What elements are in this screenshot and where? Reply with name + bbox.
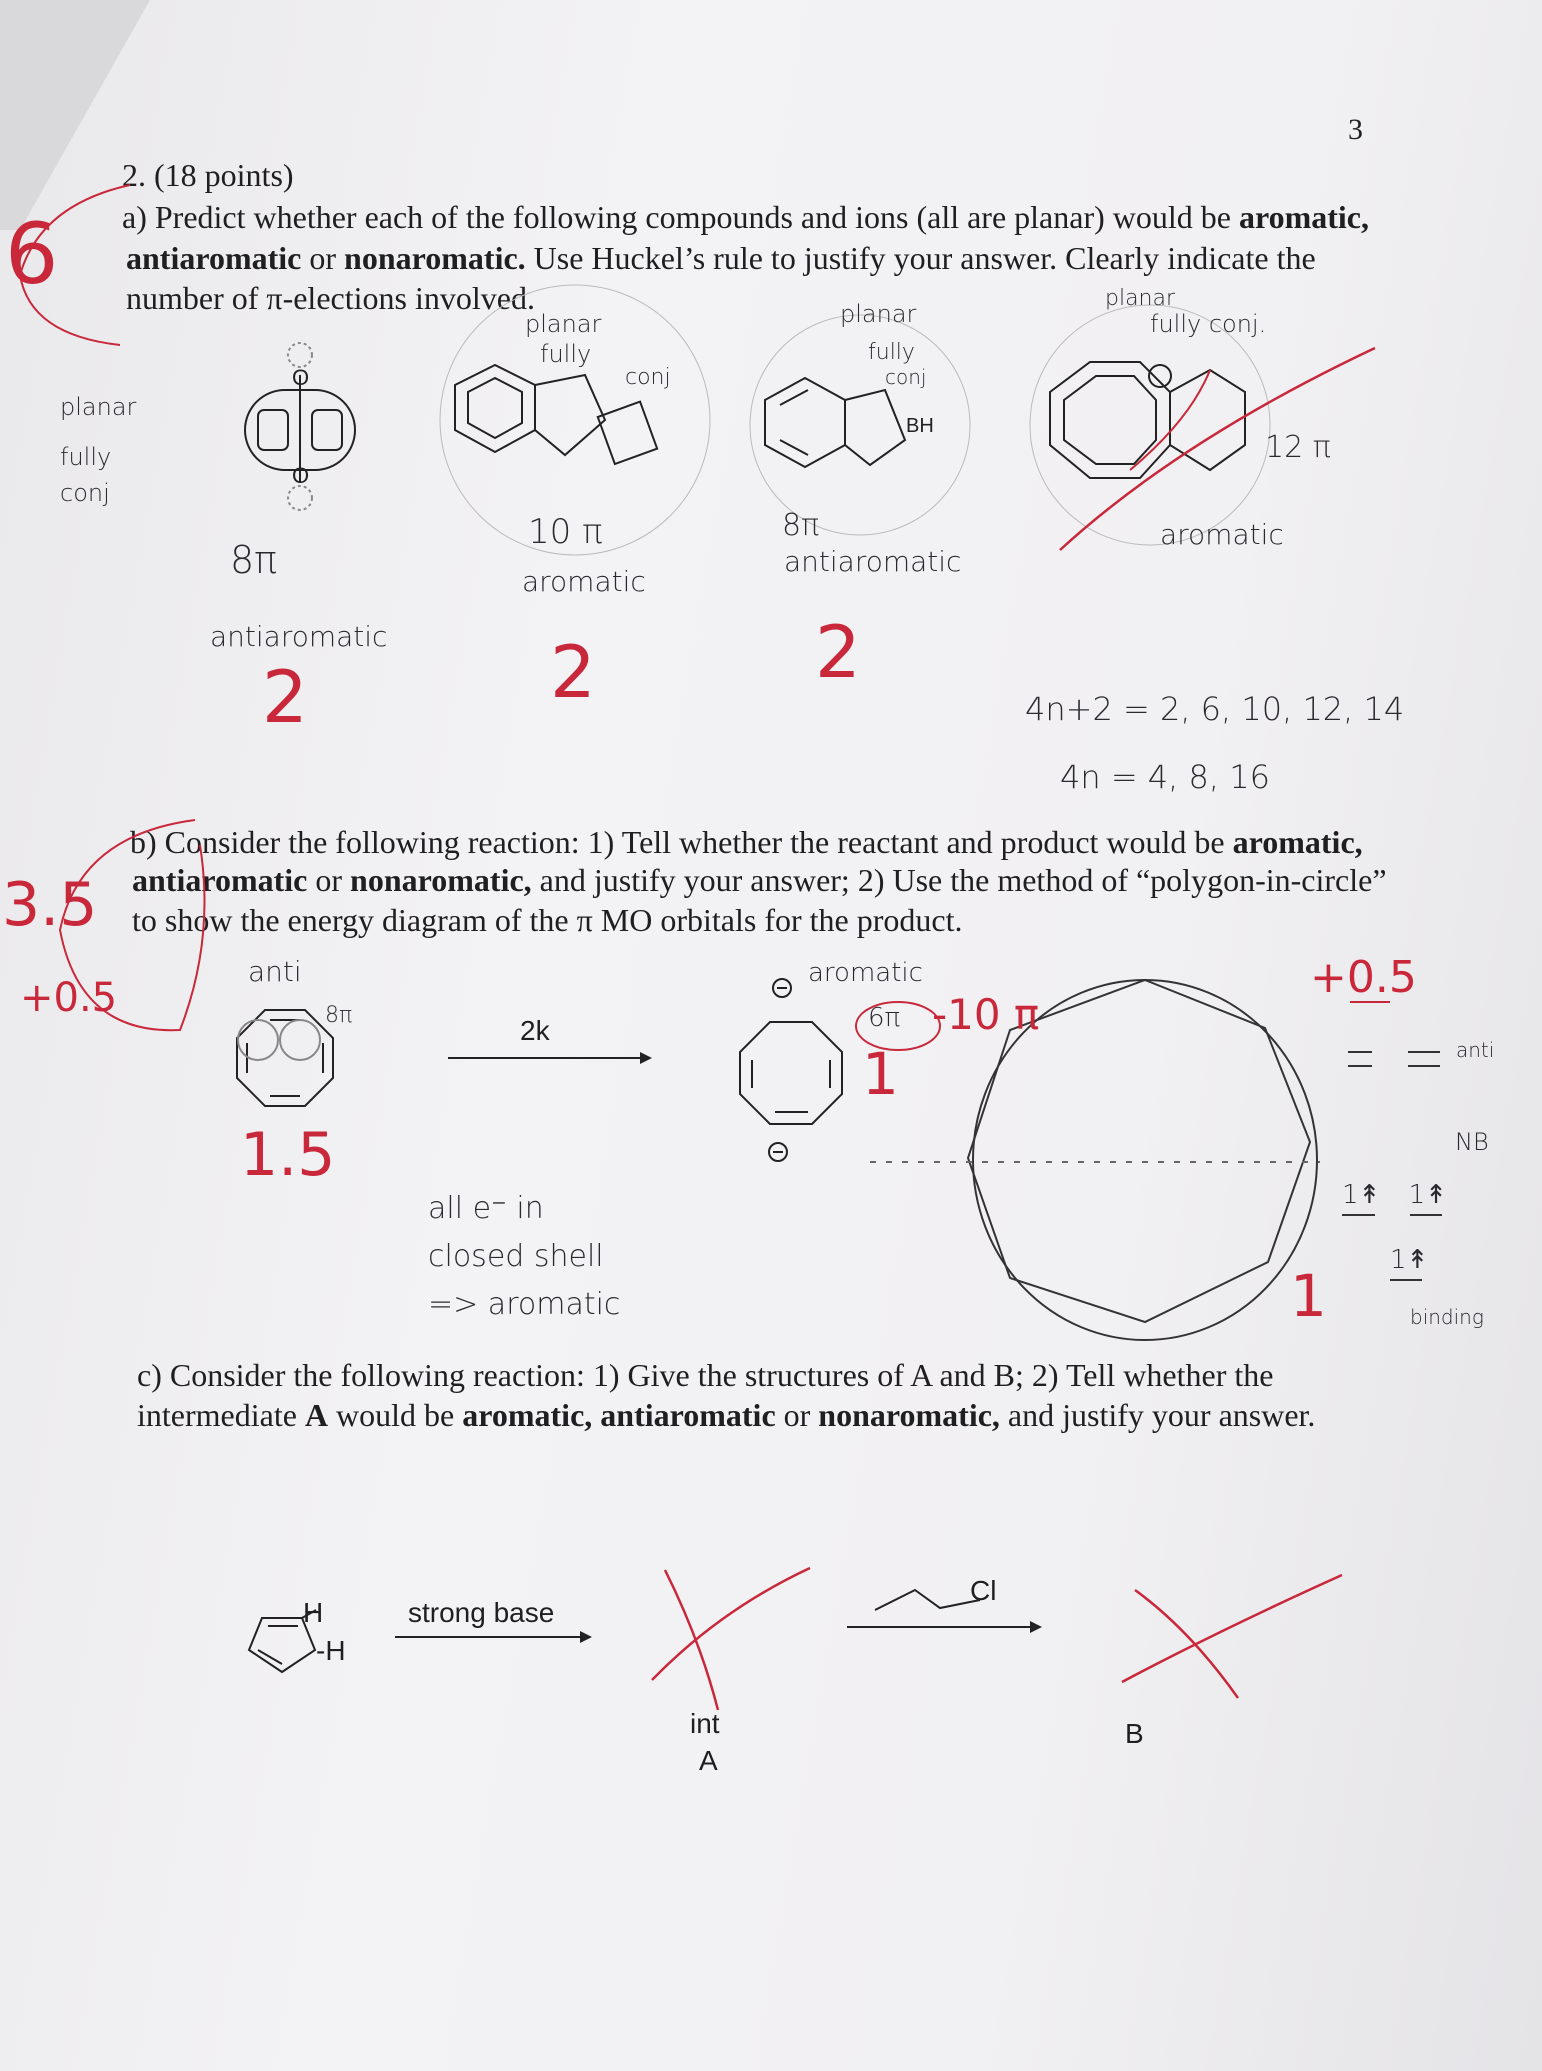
bh-label: BH	[906, 415, 934, 437]
mo-label-nb: NB	[1455, 1128, 1489, 1156]
c-reagent: strong base	[408, 1597, 555, 1628]
score-b-product: 1	[862, 1040, 899, 1108]
b-product-label: aromatic	[808, 958, 923, 988]
part-c-line-1: c) Consider the following reaction: 1) Give the structures of A and B; 2) Tell whether the	[137, 1357, 1274, 1393]
part-b-line-2: antiaromatic or nonaromatic, and justify your answer; 2) Use the method of “polygon-in-circle”	[132, 862, 1387, 898]
b-plus-mark: +0.5	[1310, 952, 1417, 1003]
c4-top-1: planar	[1105, 286, 1176, 311]
part-a-line-2: antiaromatic or nonaromatic. Use Huckel’s rule to justify your answer. Clearly indicate the	[126, 240, 1316, 276]
b-product-pi: 6π	[868, 1003, 901, 1033]
c2-pi: 10 π	[528, 512, 603, 552]
c3-top-1: planar	[840, 300, 917, 328]
c2-top-3: conj	[625, 365, 671, 390]
mo-electrons-2: 1↟	[1390, 1245, 1429, 1275]
c3-top-3: conj	[885, 365, 927, 389]
part-a-line-1: a) Predict whether each of the following compounds and ions (all are planar) would be aromatic,	[122, 199, 1369, 235]
score-c3: 2	[815, 610, 861, 694]
score-part-b: 3.5	[2, 870, 98, 940]
svg-text:O: O	[292, 463, 310, 488]
question-header: 2. (18 points)	[122, 157, 294, 193]
score-b-diagram: 1	[1290, 1262, 1327, 1330]
svg-text:O: O	[292, 365, 310, 390]
page-number: 3	[1348, 113, 1363, 146]
mo-label-anti: anti	[1456, 1038, 1495, 1062]
score-part-b-bonus: +0.5	[20, 975, 118, 1021]
mo-electrons-1: 1↟ 1↟	[1342, 1180, 1447, 1210]
b-product-pi-alt: -10 π	[932, 990, 1040, 1039]
c-b-label: B	[1125, 1718, 1144, 1749]
c3-result: antiaromatic	[784, 545, 962, 578]
score-part-a: 6	[5, 205, 59, 303]
part-c-line-2: intermediate A would be aromatic, antiaromatic or nonaromatic, and justify your answer.	[137, 1397, 1316, 1433]
b-reagent: 2k	[520, 1015, 550, 1046]
c3-top-2: fully	[868, 340, 915, 365]
part-a-line-3: number of π-elections involved.	[126, 280, 535, 316]
c1-pi: 8π	[230, 538, 278, 582]
huckel-rule-1: 4n+2 = 2, 6, 10, 12, 14	[1025, 690, 1405, 728]
c-int-label: int	[690, 1708, 720, 1739]
mo-label-binding: binding	[1410, 1305, 1484, 1329]
b-note: all e⁻ in closed shell => aromatic	[428, 1191, 621, 1322]
c1-result: antiaromatic	[210, 620, 388, 653]
c-a-label: A	[699, 1745, 718, 1776]
huckel-rule-2: 4n = 4, 8, 16	[1060, 758, 1270, 796]
b-reactant-label: anti	[248, 955, 302, 988]
score-b-reactant: 1.5	[240, 1120, 336, 1190]
c2-top-2: fully	[540, 340, 592, 368]
c4-top-2: fully conj.	[1150, 310, 1267, 338]
c-h-top: H	[303, 1597, 324, 1628]
b-reactant-pi: 8π	[325, 1003, 353, 1028]
margin-notes: planar fully conj	[60, 393, 137, 507]
c-chloride-label: Cl	[970, 1575, 997, 1606]
part-b-line-1: b) Consider the following reaction: 1) Tell whether the reactant and product would be aromatic,	[130, 824, 1363, 860]
c4-result: aromatic	[1160, 518, 1284, 551]
c4-pi: 12 π	[1265, 430, 1331, 465]
part-b-line-3: to show the energy diagram of the π MO orbitals for the product.	[132, 902, 963, 938]
score-c2: 2	[550, 630, 596, 714]
c2-top-1: planar	[525, 310, 602, 338]
c2-result: aromatic	[522, 565, 646, 598]
c-h-side: -H	[316, 1635, 346, 1666]
c3-pi: 8π	[782, 508, 820, 543]
score-c1: 2	[262, 655, 308, 739]
